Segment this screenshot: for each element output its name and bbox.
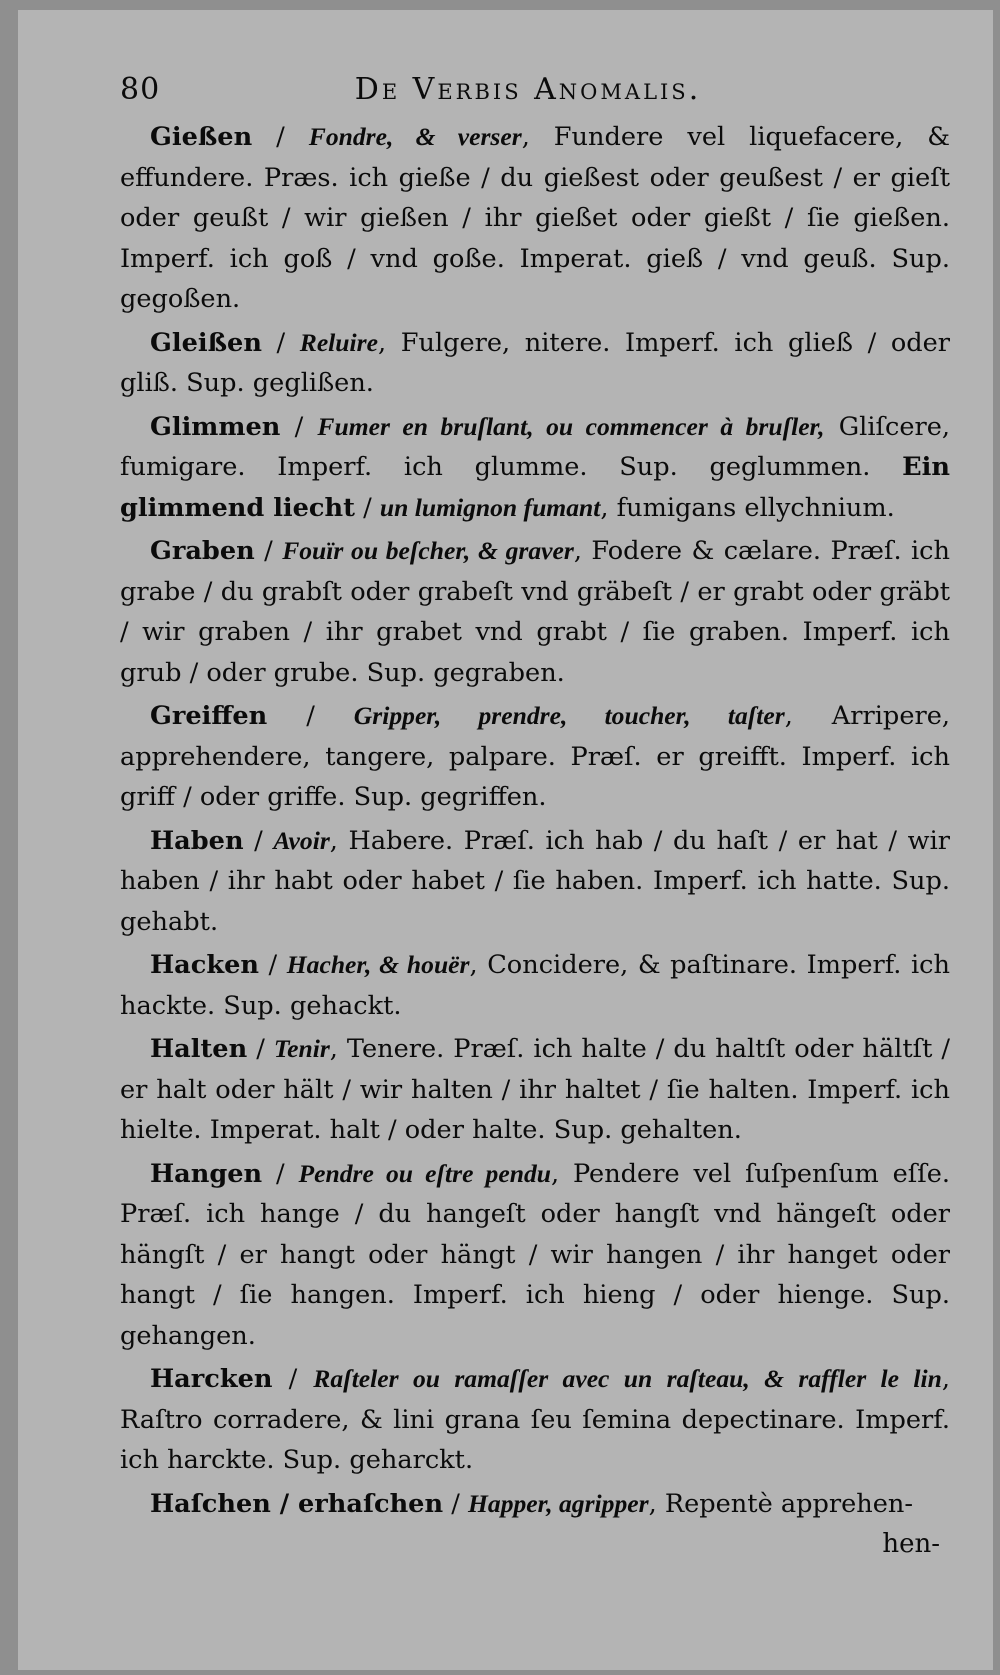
- french-gloss: Pendre ou eſtre pendu: [298, 1158, 551, 1188]
- latin-gloss-and-forms: , Concidere, & paſtinare. Imperf. ich hackte. Sup. gehackt.: [120, 950, 950, 1021]
- latin-gloss-and-forms: , Fodere & cælare. Præſ. ich grabe / du grabſt oder grabeſt vnd gräbeſt / er grabt oder gräbt / wir graben / ihr grabet vnd grabt / ſie graben. Imperf. ich grub / oder grube. Sup. gegraben.: [120, 536, 950, 688]
- separator: /: [280, 411, 318, 442]
- french-gloss: Fouïr ou beſcher, & graver: [282, 536, 574, 565]
- separator: /: [258, 950, 287, 980]
- latin-gloss-and-forms: , Pendere vel ſuſpenſum eſſe. Præſ. ich hange / du hangeſt oder hangſt vnd hängeſt oder hängſt / er hangt oder hängt / wir hangen / ihr hanget oder hangt / ſie hangen. Imperf. ich hieng / oder hienge. Sup. gehangen.: [120, 1158, 950, 1351]
- latin-gloss-and-forms: , Tenere. Præſ. ich halte / du haltſt oder hältſt / er halt oder hält / wir halten / ihr haltet / ſie halten. Imperf. ich hielte. Imperat. halt / oder halte. Sup. gehalten.: [120, 1034, 950, 1145]
- latin-gloss-and-forms: , Habere. Præſ. ich hab / du haſt / er hat / wir haben / ihr habt oder habet / ſie haben. Imperf. ich hatte. Sup. gehabt.: [120, 825, 950, 937]
- headword: Hangen: [150, 1158, 263, 1189]
- separator: /: [272, 1364, 314, 1394]
- entry-haben: [120, 821, 950, 943]
- french-gloss: un lumignon fumant: [379, 492, 601, 522]
- headword: Greiffen: [150, 701, 268, 731]
- running-head: [120, 72, 950, 107]
- french-gloss: Happer, agripper: [468, 1488, 649, 1518]
- entry-graben: [120, 531, 950, 693]
- latin-gloss-and-forms: , Fulgere, nitere. Imperf. ich gließ / oder gliß. Sup. geglißen.: [120, 327, 950, 398]
- entry-halten: [120, 1029, 950, 1151]
- entry-giessen: [120, 117, 950, 320]
- separator: /: [254, 536, 283, 566]
- headword: Gleißen: [150, 327, 262, 358]
- french-gloss: Reluire: [299, 327, 378, 357]
- headword: Halten: [150, 1034, 248, 1064]
- catchword: hen-: [882, 1529, 940, 1559]
- headword: Gießen: [150, 122, 253, 152]
- entry-hacken: [120, 945, 950, 1026]
- french-gloss: Fumer en bruſlant, ou commencer à bruſler,: [317, 411, 825, 441]
- headword: Harcken: [150, 1364, 273, 1394]
- separator: /: [267, 701, 354, 731]
- page-number: 80: [120, 72, 161, 107]
- separator: /: [243, 825, 274, 856]
- headword: Graben: [150, 536, 255, 566]
- separator: /: [354, 492, 380, 523]
- separator: /: [247, 1034, 274, 1064]
- separator: /: [262, 1158, 299, 1189]
- latin-gloss: , fumigans ellychnium.: [600, 492, 895, 523]
- latin-gloss-and-forms: , Fundere vel liquefacere, & effundere. Præs. ich gieße / du gießest oder geußest / er gieſt oder geußt / wir gießen / ihr gießet oder gießt / ſie gießen. Imperf. ich goß / vnd goße. Imperat. gieß / vnd geuß. Sup. gegoßen.: [120, 122, 950, 314]
- entry-haschen: [120, 1484, 950, 1525]
- separator: /: [261, 327, 300, 358]
- headword: Glimmen: [150, 411, 281, 442]
- page-content: [120, 72, 950, 1564]
- latin-gloss-and-forms: , Repentè apprehen-: [648, 1488, 914, 1519]
- french-gloss: Tenir: [273, 1034, 330, 1063]
- entry-gleissen: [120, 323, 950, 404]
- latin-gloss-and-forms: , Arripere, apprehendere, tangere, palpare. Præſ. er greifft. Imperf. ich griff / oder griffe. Sup. gegriffen.: [120, 701, 950, 812]
- book-page: [18, 10, 993, 1670]
- entry-hangen: [120, 1154, 950, 1357]
- french-gloss: Raſteler ou ramaſſer avec un raſteau, & raffler le lin: [313, 1364, 942, 1393]
- latin-gloss-and-forms: , Raſtro corradere, & lini grana ſeu ſemina depectinare. Imperf. ich harckte. Sup. geharckt.: [120, 1364, 950, 1475]
- french-gloss: Avoir: [273, 825, 330, 855]
- entry-glimmen: [120, 407, 950, 529]
- entry-greiffen: [120, 696, 950, 818]
- headword-phrase: Ein glimmend liecht: [120, 452, 950, 523]
- latin-gloss-and-forms: Gliſcere, fumigare. Imperf. ich glumme. Sup. geglummen.: [120, 411, 951, 482]
- running-title: De Verbis Anomalis.: [354, 72, 702, 107]
- headword: Haſchen / erhaſchen: [150, 1488, 444, 1519]
- french-gloss: Gripper, prendre, toucher, taſter: [353, 701, 785, 730]
- headword: Haben: [150, 825, 244, 856]
- french-gloss: Fondre, & verser: [308, 122, 522, 151]
- headword: Hacken: [150, 950, 259, 980]
- separator: /: [443, 1488, 468, 1519]
- french-gloss: Hacher, & houër: [286, 950, 470, 979]
- separator: /: [252, 122, 309, 152]
- entry-harcken: [120, 1359, 950, 1481]
